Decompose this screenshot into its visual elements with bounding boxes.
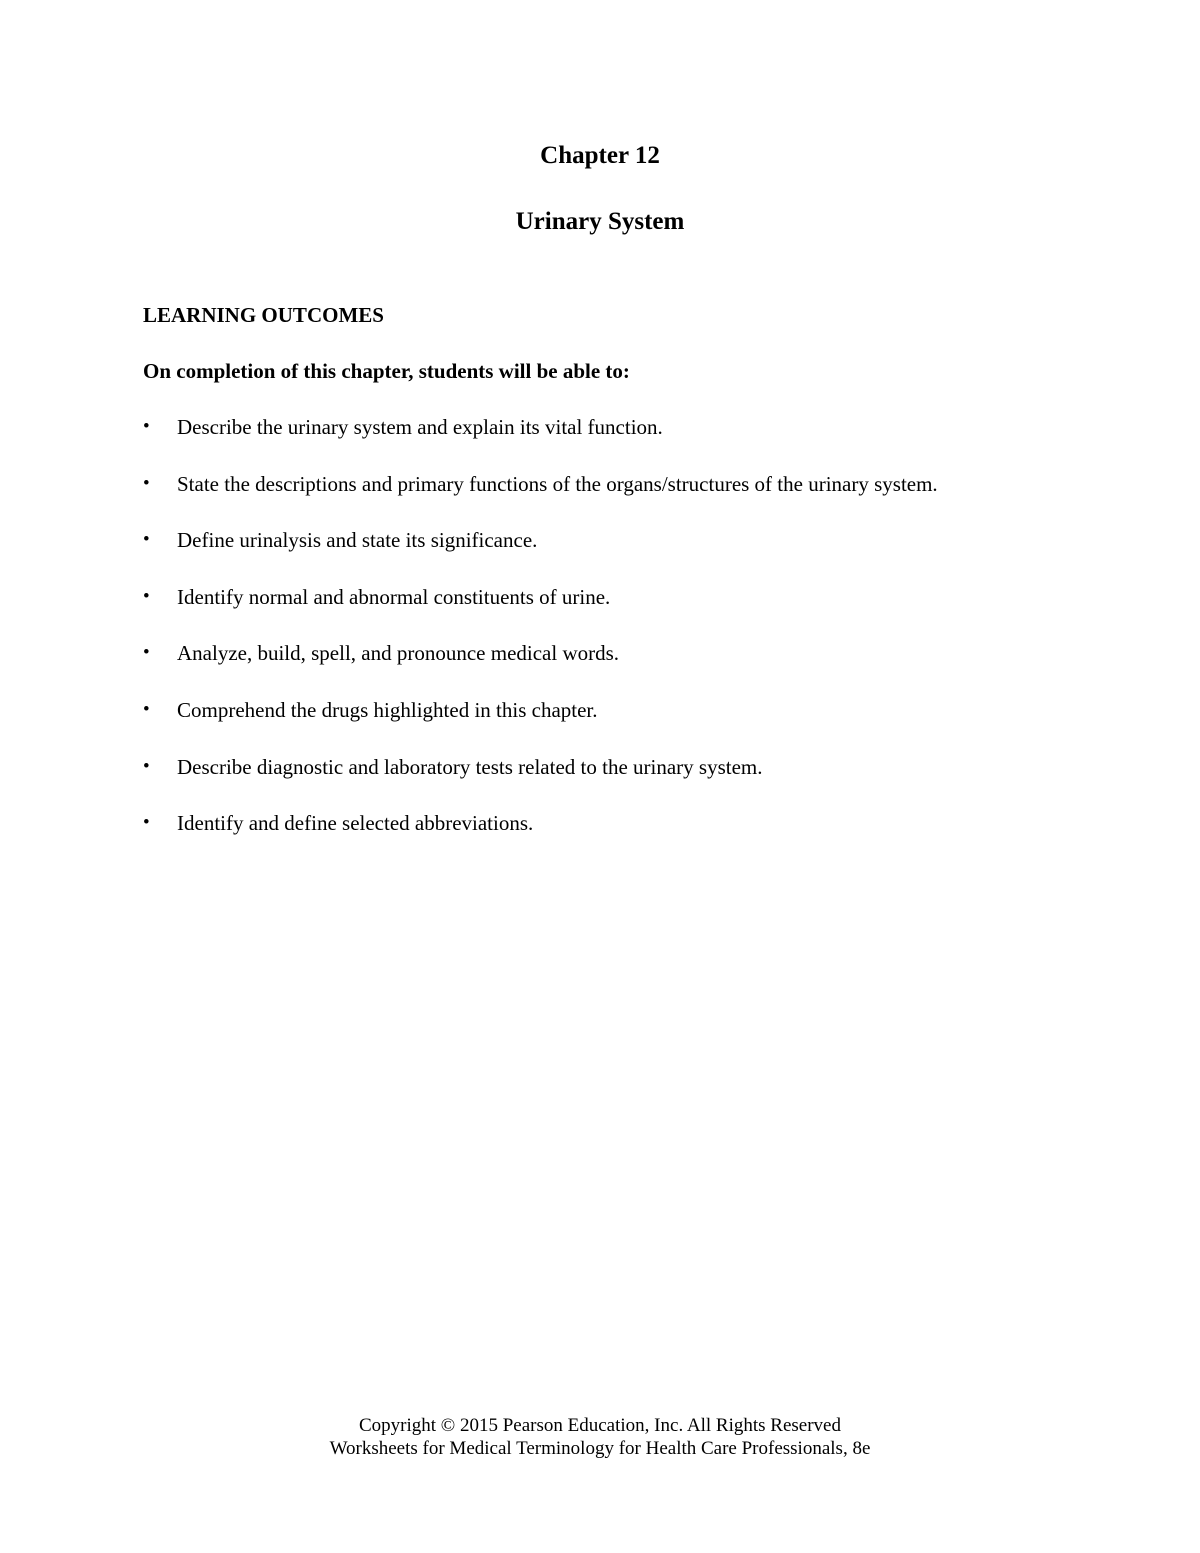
bullet-icon: • [143,472,150,494]
chapter-title: Urinary System [515,208,685,235]
list-item-text: State the descriptions and primary functions of the organs/structures of the urinary system. [177,471,938,496]
bullet-icon: • [143,642,150,664]
list-item-text: Comprehend the drugs highlighted in this chapter. [177,697,598,722]
bullet-icon: • [143,585,150,607]
intro-text: On completion of this chapter, students will be able to: [143,359,630,383]
list-item-text: Describe the urinary system and explain its vital function. [177,415,663,439]
bullet-icon: • [143,529,150,551]
bullet-icon: • [143,812,150,834]
list-item-text: Identify normal and abnormal constituents of urine. [177,584,611,609]
bullet-icon: • [143,698,150,720]
bullet-icon: • [143,416,150,437]
list-item-text: Identify and define selected abbreviations. [177,811,534,836]
chapter-number: Chapter 12 [540,142,660,169]
list-item-text: Define urinalysis and state its significance. [177,528,538,553]
page-footer [0,1414,1200,1460]
list-item-text: Describe diagnostic and laboratory tests related to the urinary system. [177,754,763,779]
list-item-text: Analyze, build, spell, and pronounce medical words. [177,641,620,666]
bullet-icon: • [143,755,150,777]
book-title-footer: Worksheets for Medical Terminology for Health Care Professionals, 8e [329,1438,871,1459]
section-heading: LEARNING OUTCOMES [143,303,384,327]
copyright-notice: Copyright © 2015 Pearson Education, Inc. All Rights Reserved [359,1415,841,1436]
